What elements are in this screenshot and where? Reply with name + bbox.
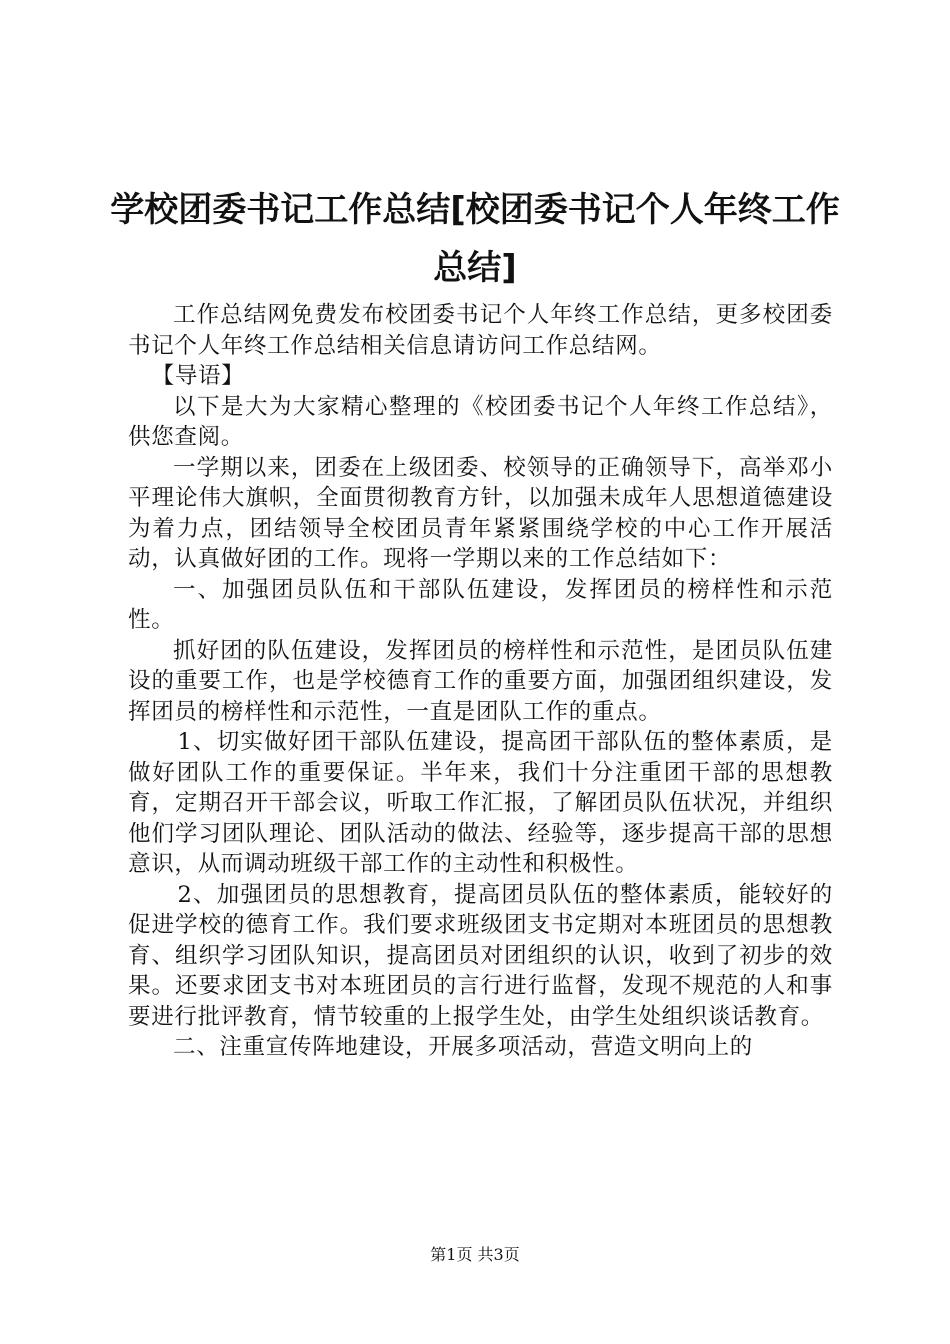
section-1-paragraph: 抓好团的队伍建设，发挥团员的榜样性和示范性，是团员队伍建设的重要工作，也是学校德育工作的重要方面，加强团组织建设，发挥团员的榜样性和示范性，一直是团队工作的重点。 — [128, 637, 833, 725]
section-heading-2: 二、注重宣传阵地建设，开展多项活动，营造文明向上的 — [173, 1034, 754, 1060]
document-title: 学校团委书记工作总结[校团委书记个人年终工作总结] — [110, 190, 840, 288]
document-body — [128, 300, 833, 1063]
page-footer: 第1页 共3页 — [430, 1245, 520, 1264]
section-heading-1: 一、加强团员队伍和干部队伍建设，发挥团员的榜样性和示范性。 — [128, 576, 833, 633]
guide-heading: 【导语】 — [151, 363, 245, 389]
guide-paragraph: 以下是大为大家精心整理的《校团委书记个人年终工作总结》，供您查阅。 — [128, 393, 833, 450]
intro-paragraph: 工作总结网免费发布校团委书记个人年终工作总结，更多校团委书记个人年终工作总结相关信息请访问工作总结网。 — [128, 302, 833, 359]
overview-paragraph: 一学期以来，团委在上级团委、校领导的正确领导下，高举邓小平理论伟大旗帜，全面贯彻教育方针，以加强未成年人思想道德建设为着力点，团结领导全校团员青年紧紧围绕学校的中心工作开展活动，认真做好团的工作。现将一学期以来的工作总结如下： — [128, 454, 833, 572]
item-2-paragraph: 2、加强团员的思想教育，提高团员队伍的整体素质，能较好的促进学校的德育工作。我们要求班级团支书定期对本班团员的思想教育、组织学习团队知识，提高团员对团组织的认识，收到了初步的效果。还要求团支书对本班团员的言行进行监督，发现不规范的人和事要进行批评教育，情节较重的上报学生处，由学生处组织谈话教育。 — [128, 881, 833, 1030]
item-1-paragraph: 1、切实做好团干部队伍建设，提高团干部队伍的整体素质，是做好团队工作的重要保证。半年来，我们十分注重团干部的思想教育，定期召开干部会议，听取工作汇报，了解团员队伍状况，并组织他们学习团队理论、团队活动的做法、经验等，逐步提高干部的思想意识，从而调动班级干部工作的主动性和积极性。 — [128, 729, 833, 877]
